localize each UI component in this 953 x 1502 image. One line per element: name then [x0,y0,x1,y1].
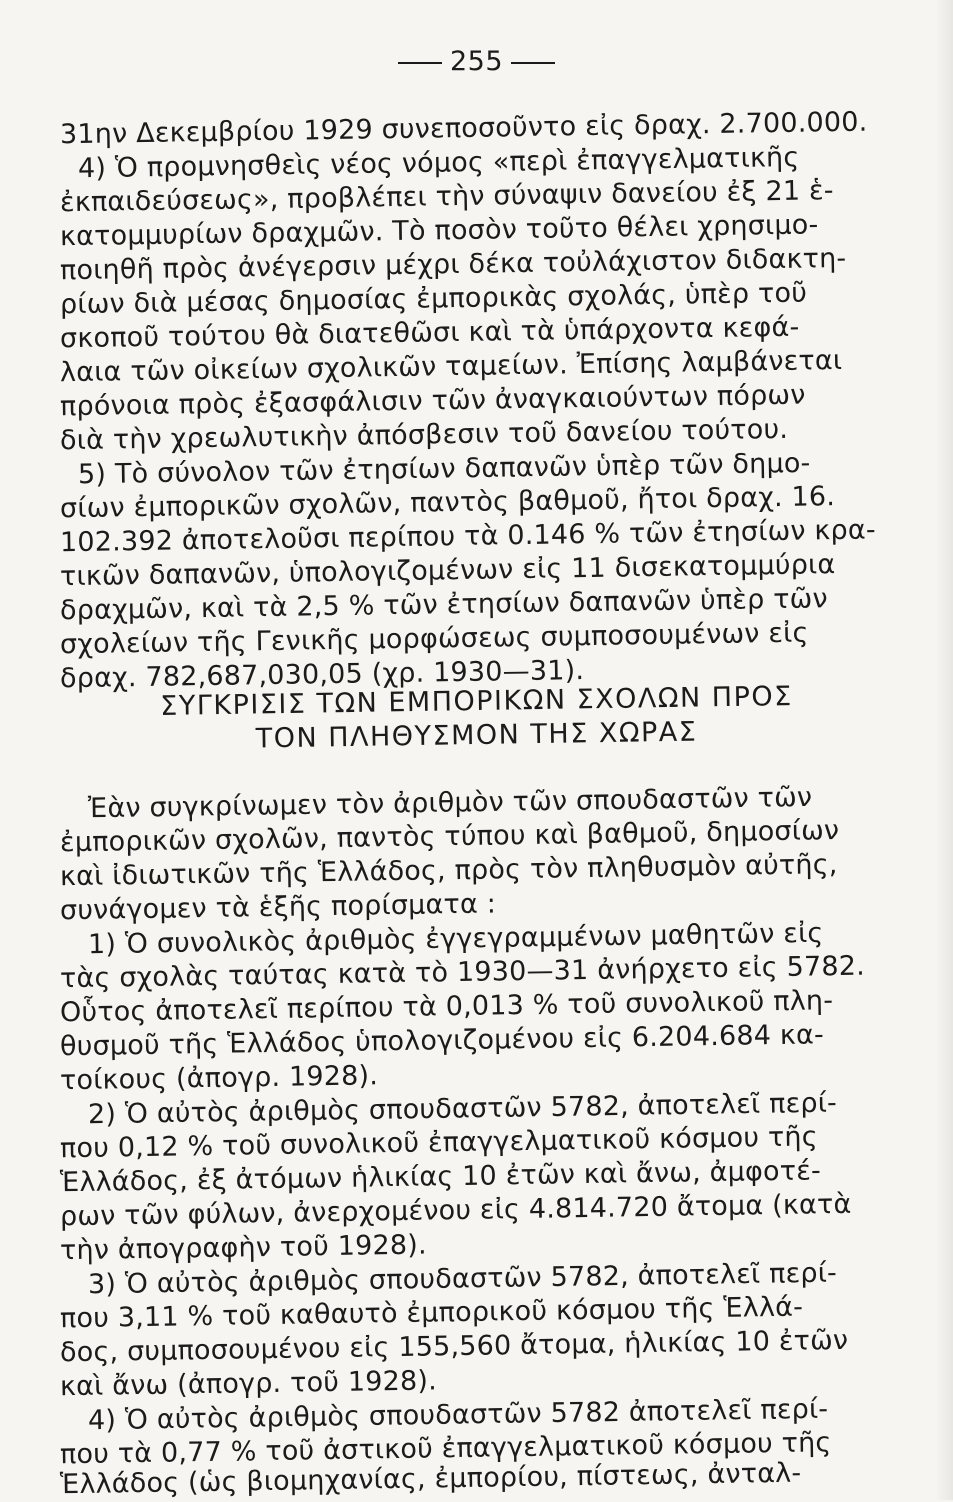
text-line: σχολείων τῆς Γενικῆς μορφώσεως συμποσουμένων εἰς [59,617,809,661]
text-line: ἐκπαιδεύσεως», προβλέπει τὴν σύναψιν δανείου ἐξ 21 ἑ- [59,175,834,219]
text-line: 4) Ὁ προμνησθεὶς νέος νόμος «περὶ ἐπαγγελματικῆς [77,141,800,185]
text-line: δραχμῶν, καὶ τὰ 2,5 % τῶν ἐτησίων δαπανῶν ὑπὲρ τῶν [59,583,828,627]
text-line: Ἑλλάδος, ἐξ ἀτόμων ἡλικίας 10 ἐτῶν καὶ ἄνω, ἀμφοτέ- [59,1155,822,1199]
text-line: σίων ἐμπορικῶν σχολῶν, παντὸς βαθμοῦ, ἤτοι δραχ. 16. [59,481,836,525]
text-line: 4) Ὁ αὐτὸς ἀριθμὸς σπουδαστῶν 5782 ἀποτελεῖ περί- [87,1393,829,1437]
text-line: ρίων διὰ μέσας δημοσίας ἐμπορικὰς σχολάς, ὑπὲρ τοῦ [59,277,808,321]
text-line: Ἑλλάδος (ὡς βιομηχανίας, ἐμπορίου, πίστεως, ἀνταλ- [59,1457,802,1501]
text-line: πρόνοια πρὸς ἐξασφάλισιν τῶν ἀναγκαιούντων πόρων [59,379,806,423]
section-heading-line-2: ΤΟΝ ΠΛΗΘΥΣΜΟΝ ΤΗΣ ΧΩΡΑΣ [255,716,698,755]
left-dash [398,62,442,64]
text-line: συνάγομεν τὰ ἑξῆς πορίσματα : [59,888,497,927]
text-line: Ἐὰν συγκρίνωμεν τὸν ἀριθμὸν τῶν σπουδαστῶν τῶν [87,781,813,825]
text-line: διὰ τὴν χρεωλυτικὴν ἀπόσβεσιν τοῦ δανείου τούτου. [59,413,789,457]
text-line: τὰς σχολὰς ταύτας κατὰ τὸ 1930—31 ἀνήρχετο εἰς 5782. [59,950,866,995]
text-line: καὶ ἄνω (ἀπογρ. τοῦ 1928). [59,1365,438,1403]
text-line: λαια τῶν οἰκείων σχολικῶν ταμείων. Ἐπίσης λαμβάνεται [59,344,843,389]
page-number: 255 [449,46,504,77]
text-line: τικῶν δαπανῶν, ὑπολογιζομένων εἰς 11 δισεκατομμύρια [59,549,836,593]
text-line: Οὗτος ἀποτελεῖ περίπου τὰ 0,013 % τοῦ συνολικοῦ πλη- [59,985,834,1029]
text-line: τοίκους (ἀπογρ. 1928). [59,1060,379,1097]
text-line: που 0,12 % τοῦ συνολικοῦ ἐπαγγελματικοῦ κόσμου τῆς [59,1121,819,1165]
text-line: 1) Ὁ συνολικὸς ἀριθμὸς ἐγγεγραμμένων μαθητῶν εἰς [87,917,824,961]
text-line: 102.392 ἀποτελοῦσι περίπου τὰ 0.146 % τῶν ἐτησίων κρα- [59,514,877,559]
text-line: δραχ. 782,687,030,05 (χρ. 1930—31). [59,655,585,695]
text-line: ρων τῶν φύλων, ἀνερχομένου εἰς 4.814.720 ἄτομα (κατὰ [59,1188,852,1233]
right-dash [511,62,555,64]
text-line: δος, συμποσουμένου εἰς 155,560 ἄτομα, ἡλικίας 10 ἐτῶν [59,1324,849,1369]
text-line: 5) Τὸ σύνολον τῶν ἐτησίων δαπανῶν ὑπὲρ τῶν δημο- [77,447,811,491]
text-line: που 3,11 % τοῦ καθαυτὸ ἐμπορικοῦ κόσμου τῆς Ἑλλά- [59,1291,804,1335]
page-edge-shadow [935,0,953,1500]
text-line: κατομμυρίων δραχμῶν. Τὸ ποσὸν τοῦτο θέλει χρησιμο- [59,209,819,253]
section-heading-line-1: ΣΥΓΚΡΙΣΙΣ ΤΩΝ ΕΜΠΟΡΙΚΩΝ ΣΧΟΛΩΝ ΠΡΟΣ [160,681,793,722]
text-line: τὴν ἀπογραφὴν τοῦ 1928). [59,1229,427,1267]
page-number-header [0,46,953,77]
text-line: θυσμοῦ τῆς Ἑλλάδος ὑπολογιζομένου εἰς 6.204.684 κα- [59,1019,825,1063]
text-line: που τὰ 0,77 % τοῦ ἀστικοῦ ἐπαγγελματικοῦ κόσμου τῆς [59,1427,832,1471]
text-line: 2) Ὁ αὐτὸς ἀριθμὸς σπουδαστῶν 5782, ἀποτελεῖ περί- [87,1087,838,1131]
text-line: 3) Ὁ αὐτὸς ἀριθμὸς σπουδαστῶν 5782, ἀποτελεῖ περί- [87,1257,838,1301]
text-line: σκοποῦ τούτου θὰ διατεθῶσι καὶ τὰ ὑπάρχοντα κεφά- [59,311,800,355]
text-line: 31ην Δεκεμβρίου 1929 συνεποσοῦντο εἰς δραχ. 2.700.000. [59,106,868,151]
text-line: ποιηθῆ πρὸς ἀνέγερσιν μέχρι δέκα τοὐλάχιστον διδακτη- [59,242,847,287]
text-line: καὶ ἰδιωτικῶν τῆς Ἑλλάδος, πρὸς τὸν πληθυσμὸν αὐτῆς, [59,849,838,893]
text-line: ἐμπορικῶν σχολῶν, παντὸς τύπου καὶ βαθμοῦ, δημοσίων [59,815,840,859]
